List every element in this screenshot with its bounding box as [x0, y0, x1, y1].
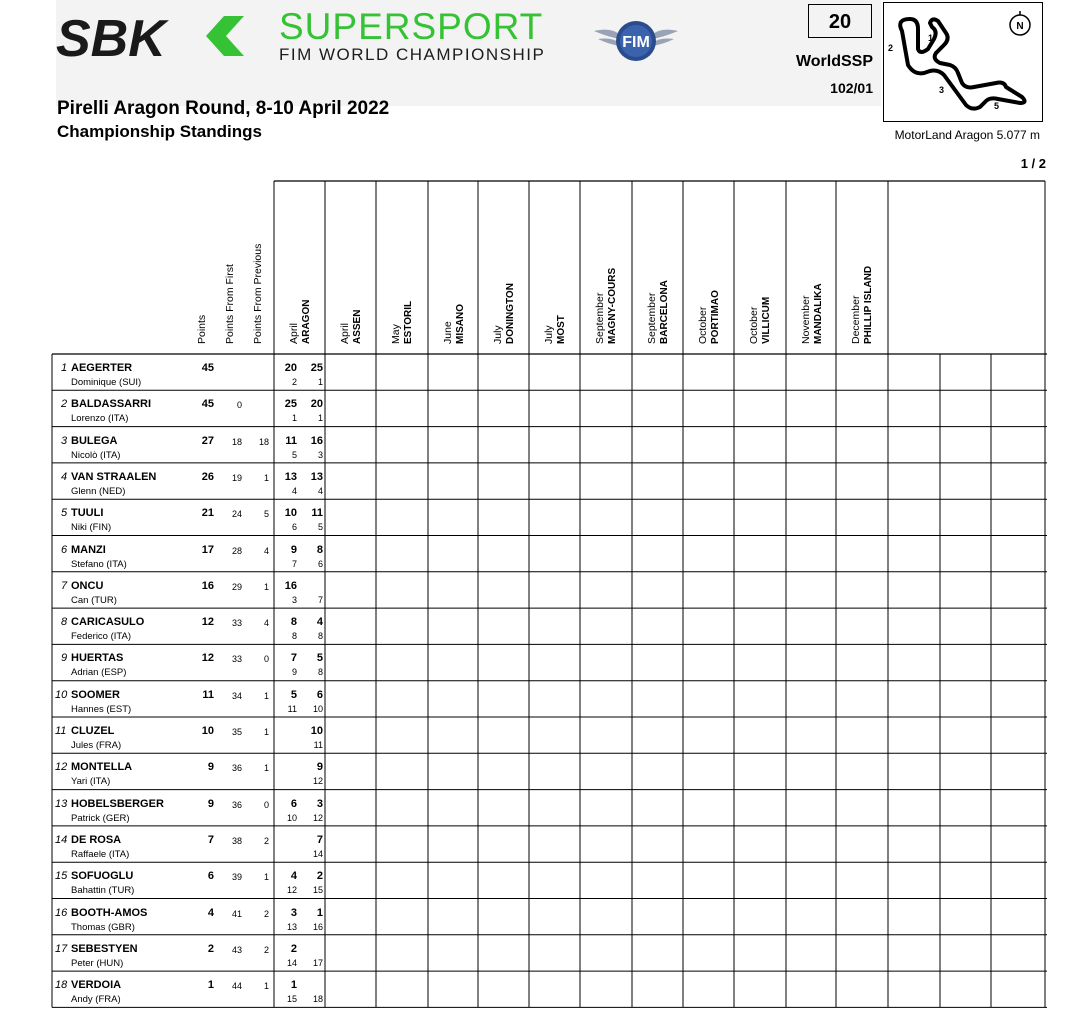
round-name: ASSEN	[352, 309, 363, 344]
race1-points: 1	[290, 979, 297, 992]
fim-logo	[590, 17, 682, 65]
race2-points: 10	[310, 725, 323, 737]
race1-points: 3	[290, 906, 297, 919]
race1-position: 12	[286, 885, 297, 896]
rider-firstname-nationality: Bahattin (TUR)	[71, 885, 135, 897]
race2-position: 17	[312, 957, 323, 968]
points-from-previous: 1	[263, 981, 269, 992]
race1-points: 20	[284, 362, 297, 374]
race1-position: 15	[286, 994, 297, 1005]
round-header-phillip-island	[850, 266, 875, 344]
race2-position: 12	[312, 812, 323, 823]
rider-firstname-nationality: Adrian (ESP)	[71, 667, 127, 679]
rider-firstname-nationality: Peter (HUN)	[71, 957, 124, 969]
document-code: 102/01	[830, 80, 873, 96]
round-name: MOST	[556, 315, 567, 344]
rider-position: 17	[55, 942, 68, 955]
round-name: PORTIMAO	[710, 290, 721, 344]
points-from-first: 35	[231, 727, 242, 737]
race2-points: 25	[310, 362, 323, 374]
race2-points: 20	[310, 398, 323, 411]
points-from-previous: 1	[263, 727, 269, 737]
rider-lastname: SEBESTYEN	[71, 942, 138, 955]
race2-points: 16	[310, 434, 323, 447]
points-from-first: 41	[231, 908, 242, 919]
round-name: VILLICUM	[761, 296, 772, 344]
round-month: July	[492, 325, 504, 344]
svg-text:FIM: FIM	[622, 34, 650, 51]
rider-points: 26	[201, 470, 214, 483]
race1-points: 2	[290, 942, 297, 955]
race1-points: 7	[290, 652, 297, 665]
rider-points: 12	[201, 616, 214, 629]
rider-firstname-nationality: Yari (ITA)	[71, 776, 111, 788]
rider-points: 9	[207, 797, 214, 810]
rider-lastname: HUERTAS	[71, 652, 124, 665]
points-from-first: 33	[231, 654, 242, 665]
points-from-previous-header: Points From Previous	[252, 243, 264, 344]
rider-points: 7	[207, 833, 214, 846]
points-from-first: 38	[231, 835, 242, 846]
race2-points: 2	[316, 870, 323, 883]
race2-position: 5	[317, 522, 323, 533]
points-from-previous: 2	[263, 835, 269, 846]
race1-position: 1	[291, 413, 297, 424]
rider-lastname: CARICASULO	[71, 616, 145, 629]
points-from-first: 24	[231, 509, 242, 520]
round-name: PHILLIP ISLAND	[863, 265, 874, 344]
rider-position: 9	[61, 652, 68, 665]
rider-firstname-nationality: Federico (ITA)	[71, 631, 132, 643]
points-header: Points	[196, 314, 208, 344]
round-header-most	[543, 315, 568, 344]
round-name: ARAGON	[301, 299, 312, 344]
document-title: Championship Standings	[57, 122, 262, 141]
event-title: Pirelli Aragon Round, 8-10 April 2022	[57, 98, 390, 119]
rider-firstname-nationality: Nicolò (ITA)	[71, 449, 121, 461]
race1-points: 6	[290, 797, 297, 810]
race1-position: 11	[287, 703, 297, 714]
race1-position: 3	[291, 594, 297, 605]
points-from-previous: 0	[263, 799, 269, 810]
points-from-previous: 2	[263, 944, 269, 955]
points-from-previous: 18	[258, 436, 269, 447]
rider-position: 3	[61, 434, 68, 447]
rider-lastname: MONTELLA	[71, 761, 133, 774]
race1-points: 10	[284, 507, 297, 520]
rider-firstname-nationality: Lorenzo (ITA)	[71, 413, 129, 425]
round-month: July	[543, 325, 555, 344]
track-label: MotorLand Aragon 5.077 m	[894, 128, 1040, 142]
rider-lastname: CLUZEL	[71, 725, 115, 737]
race1-position: 4	[291, 485, 297, 496]
race2-position: 18	[312, 994, 323, 1005]
rider-points: 45	[201, 398, 214, 411]
series-name: WorldSSP	[795, 53, 873, 70]
points-from-first: 36	[231, 763, 242, 774]
race1-position: 13	[286, 921, 297, 932]
points-from-previous: 5	[263, 509, 269, 520]
round-header-barcelona	[646, 280, 671, 344]
points-from-first: 28	[231, 545, 242, 556]
points-from-previous: 0	[263, 654, 269, 665]
race1-position: 6	[291, 522, 297, 533]
points-from-first: 33	[231, 618, 242, 629]
rider-points: 1	[207, 979, 214, 992]
rider-lastname: DE ROSA	[71, 833, 122, 846]
points-from-first: 39	[231, 872, 242, 883]
rider-points: 4	[207, 906, 214, 919]
rider-firstname-nationality: Stefano (ITA)	[71, 558, 127, 570]
race2-position: 1	[317, 377, 323, 387]
rider-firstname-nationality: Dominique (SUI)	[71, 377, 142, 388]
race2-position: 14	[312, 848, 323, 859]
points-from-first: 19	[231, 472, 242, 483]
rider-points: 2	[207, 942, 214, 955]
rider-firstname-nationality: Jules (FRA)	[71, 740, 122, 751]
round-month: April	[339, 322, 351, 344]
points-from-first: 18	[231, 436, 242, 447]
brand-name: SUPERSPORT	[279, 6, 544, 47]
round-header-villicum	[748, 297, 773, 344]
race1-points: 8	[290, 616, 297, 629]
round-month: June	[442, 321, 454, 344]
round-name: DONINGTON	[505, 283, 516, 344]
race2-points: 13	[310, 470, 323, 483]
rider-lastname: AEGERTER	[71, 362, 133, 374]
round-header-donington	[492, 283, 517, 344]
race2-position: 6	[317, 558, 323, 569]
points-from-previous: 1	[263, 472, 269, 483]
rider-position: 14	[55, 833, 68, 846]
rider-firstname-nationality: Andy (FRA)	[71, 994, 121, 1006]
round-header-portimao	[697, 290, 722, 344]
race2-points: 8	[316, 543, 323, 556]
rider-points: 12	[201, 652, 214, 665]
rider-firstname-nationality: Can (TUR)	[71, 594, 117, 606]
rider-points: 9	[207, 761, 214, 774]
round-month: October	[697, 306, 709, 344]
round-name: MANDALIKA	[813, 283, 824, 344]
rider-lastname: TUULI	[71, 507, 104, 520]
round-month: April	[288, 322, 300, 344]
points-from-previous: 1	[263, 690, 269, 701]
rider-points: 21	[201, 507, 214, 520]
race1-position: 9	[291, 667, 297, 678]
brand-subtitle: FIM WORLD CHAMPIONSHIP	[279, 45, 546, 64]
rider-position: 15	[55, 870, 68, 883]
race2-position: 3	[317, 449, 323, 460]
race1-points: 9	[290, 543, 297, 556]
round-header-assen	[339, 310, 364, 344]
race2-position: 4	[317, 485, 323, 496]
race1-position: 2	[291, 377, 297, 387]
race1-points: 4	[290, 870, 297, 883]
points-from-first: 43	[231, 944, 242, 955]
rider-points: 11	[202, 688, 214, 701]
race1-position: 7	[291, 558, 297, 569]
race1-points: 11	[285, 434, 297, 447]
points-from-first: 36	[231, 799, 242, 810]
rider-points: 10	[201, 725, 214, 737]
rider-position: 6	[61, 543, 68, 556]
rider-points: 17	[201, 543, 214, 556]
race2-points: 4	[316, 616, 323, 629]
round-name: MAGNY-COURS	[607, 267, 618, 344]
round-header-magny-cours	[594, 268, 619, 344]
svg-text:1: 1	[928, 33, 934, 43]
race1-position: 10	[286, 812, 297, 823]
round-month: October	[748, 306, 760, 344]
round-header-misano	[442, 304, 467, 344]
race2-points: 1	[316, 906, 323, 919]
race2-position: 10	[312, 703, 323, 714]
rider-position: 7	[61, 579, 68, 592]
rider-lastname: ONCU	[71, 579, 104, 592]
rider-position: 8	[61, 616, 68, 629]
race2-position: 8	[317, 631, 323, 642]
points-from-first: 0	[236, 400, 242, 411]
svg-text:SBK: SBK	[56, 12, 166, 60]
points-from-previous: 4	[263, 545, 269, 556]
rider-points: 16	[201, 579, 214, 592]
rider-lastname: HOBELSBERGER	[71, 797, 164, 810]
race2-position: 8	[317, 667, 323, 678]
svg-text:3: 3	[939, 85, 945, 95]
svg-text:N: N	[1016, 21, 1024, 32]
rider-points: 27	[201, 434, 214, 447]
race2-points: 3	[316, 797, 323, 810]
round-month: May	[390, 324, 402, 344]
rider-position: 16	[55, 906, 68, 919]
race2-position: 7	[317, 594, 323, 605]
points-from-previous: 2	[263, 908, 269, 919]
round-month: September	[646, 292, 658, 344]
race1-position: 14	[286, 957, 297, 968]
round-name: MISANO	[455, 304, 466, 344]
points-from-previous: 1	[263, 872, 269, 883]
race2-points: 7	[316, 833, 323, 846]
race2-points: 5	[316, 652, 323, 665]
page-number: 1 / 2	[1020, 156, 1046, 171]
rider-lastname: BULEGA	[71, 434, 118, 447]
track-map	[883, 2, 1043, 122]
round-header-estoril	[390, 301, 415, 344]
rider-firstname-nationality: Niki (FIN)	[71, 522, 112, 534]
points-from-first: 29	[231, 581, 242, 592]
rider-position: 2	[61, 398, 68, 411]
rider-firstname-nationality: Raffaele (ITA)	[71, 848, 130, 860]
rider-firstname-nationality: Glenn (NED)	[71, 485, 126, 497]
race2-points: 9	[316, 761, 323, 774]
round-header-mandalika	[800, 283, 825, 344]
rider-points: 45	[201, 362, 214, 374]
race1-position: 8	[291, 631, 297, 642]
rider-lastname: VAN STRAALEN	[71, 470, 157, 483]
rider-position: 18	[55, 979, 68, 992]
rider-position: 10	[55, 688, 68, 701]
race1-points: 13	[284, 470, 297, 483]
round-name: ESTORIL	[403, 300, 414, 344]
round-month: December	[850, 295, 862, 344]
race1-points: 5	[290, 688, 297, 701]
race1-points: 25	[284, 398, 297, 411]
rider-points: 6	[207, 870, 214, 883]
round-name: BARCELONA	[659, 280, 670, 344]
points-from-previous: 4	[263, 618, 269, 629]
points-from-first: 44	[231, 981, 242, 992]
points-from-first: 34	[231, 690, 242, 701]
round-number: 20	[808, 4, 872, 38]
rider-lastname: SOOMER	[71, 688, 120, 701]
round-month: November	[800, 295, 812, 344]
round-header-aragon	[288, 300, 313, 344]
round-month: September	[594, 292, 606, 344]
rider-position: 11	[55, 725, 67, 737]
rider-lastname: BALDASSARRI	[71, 398, 152, 411]
race1-points: 16	[284, 579, 297, 592]
race2-points: 11	[311, 507, 323, 520]
rider-firstname-nationality: Patrick (GER)	[71, 812, 130, 824]
rider-position: 13	[55, 797, 68, 810]
sbk-logo	[56, 12, 270, 60]
race2-position: 11	[313, 740, 323, 750]
rider-lastname: VERDOIA	[71, 979, 122, 992]
rider-position: 1	[61, 362, 68, 374]
race1-position: 5	[291, 449, 297, 460]
race2-points: 6	[316, 688, 323, 701]
rider-lastname: BOOTH-AMOS	[71, 906, 148, 919]
points-from-previous: 1	[263, 763, 269, 774]
points-from-previous: 1	[263, 581, 269, 592]
rider-lastname: MANZI	[71, 543, 106, 556]
race2-position: 1	[317, 413, 323, 424]
svg-text:2: 2	[888, 43, 894, 53]
svg-text:5: 5	[994, 101, 1000, 111]
rider-firstname-nationality: Thomas (GBR)	[71, 921, 135, 933]
race2-position: 16	[312, 921, 323, 932]
rider-firstname-nationality: Hannes (EST)	[71, 703, 132, 715]
rider-lastname: SOFUOGLU	[71, 870, 134, 883]
rider-position: 5	[61, 507, 68, 520]
points-from-first-header: Points From First	[224, 264, 236, 344]
rider-position: 4	[61, 470, 68, 483]
race2-position: 15	[312, 885, 323, 896]
rider-position: 12	[55, 761, 68, 774]
race2-position: 12	[312, 776, 323, 787]
